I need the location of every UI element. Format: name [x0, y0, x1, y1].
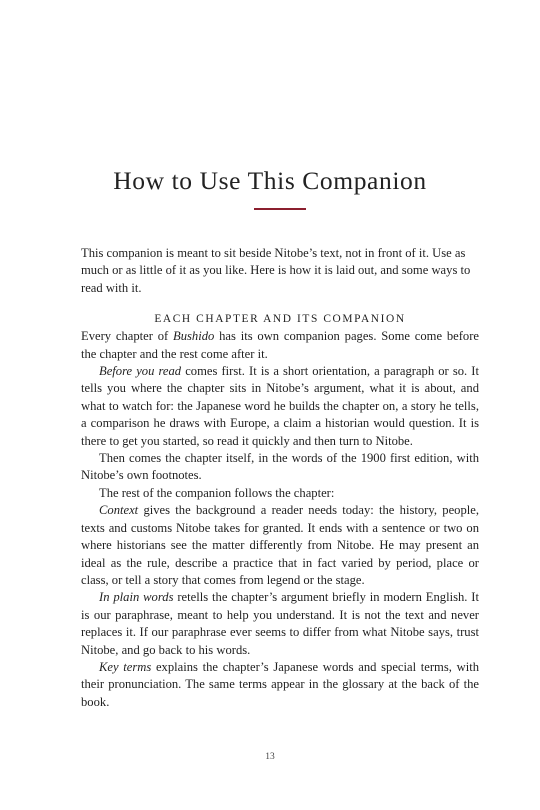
- paragraph-context: [81, 502, 479, 589]
- paragraph-text: gives the background a reader needs today: the history, people, texts and customs Nitobe takes for granted. It ends with a sentence or two on where historians see the matter differently from Nitobe. He may present an ideal as the rule, describe a practice that in fact varied by period, place or class, or tell a story that comes from legend or the stage.: [81, 503, 479, 587]
- intro-paragraph: This companion is meant to sit beside Nitobe’s text, not in front of it. Use as much or as little of it as you like. Here is how it is laid out, and some ways to read with it.: [81, 246, 471, 295]
- paragraph-key-terms: [81, 659, 479, 711]
- title-underline-rule: [254, 208, 306, 210]
- page-title: How to Use This Companion: [113, 166, 427, 195]
- paragraph-text: retells the chapter’s argument briefly in modern English. It is our paraphrase, meant to help you understand. It is not the text and never replaces it. If our paraphrase ever seems to differ from what Nitobe says, trust Nitobe, and go back to his words.: [81, 590, 479, 657]
- paragraph-text: Every chapter of: [81, 329, 174, 344]
- paragraph-text: comes first. It is a short orientation, a paragraph or so. It tells you where the chapter sits in Nitobe’s argument, what it is about, and what to watch for: the Japanese word he builds the chapter on, a story he tells, a comparison he draws with Europe, a claim a historian would question. It is there to get you started, so read it quickly and then turn to Nitobe.: [81, 364, 479, 448]
- term-emphasis: Context: [99, 503, 139, 518]
- term-emphasis: Before you read: [99, 364, 182, 379]
- paragraph-before-you-read: [81, 363, 479, 450]
- paragraph-in-plain-words: [81, 589, 479, 659]
- paragraph-rest-follows: The rest of the companion follows the chapter:: [99, 485, 335, 500]
- book-title-emphasis: Bushido: [173, 329, 215, 344]
- paragraph-chapter-itself: Then comes the chapter itself, in the words of the 1900 first edition, with Nitobe’s own footnotes.: [81, 451, 479, 483]
- paragraph-every-chapter: [81, 328, 479, 363]
- section-heading: EACH CHAPTER AND ITS COMPANION: [154, 313, 406, 326]
- paragraph-text: has its own companion pages. Some come before the chapter and the rest come after it.: [81, 329, 480, 361]
- page-number: 13: [265, 752, 275, 762]
- term-emphasis: In plain words: [99, 590, 174, 605]
- term-emphasis: Key terms: [99, 659, 152, 674]
- body-text: [81, 245, 479, 711]
- paragraph-text: explains the chapter’s Japanese words and special terms, with their pronunciation. The same terms appear in the glossary at the back of the book.: [81, 659, 479, 709]
